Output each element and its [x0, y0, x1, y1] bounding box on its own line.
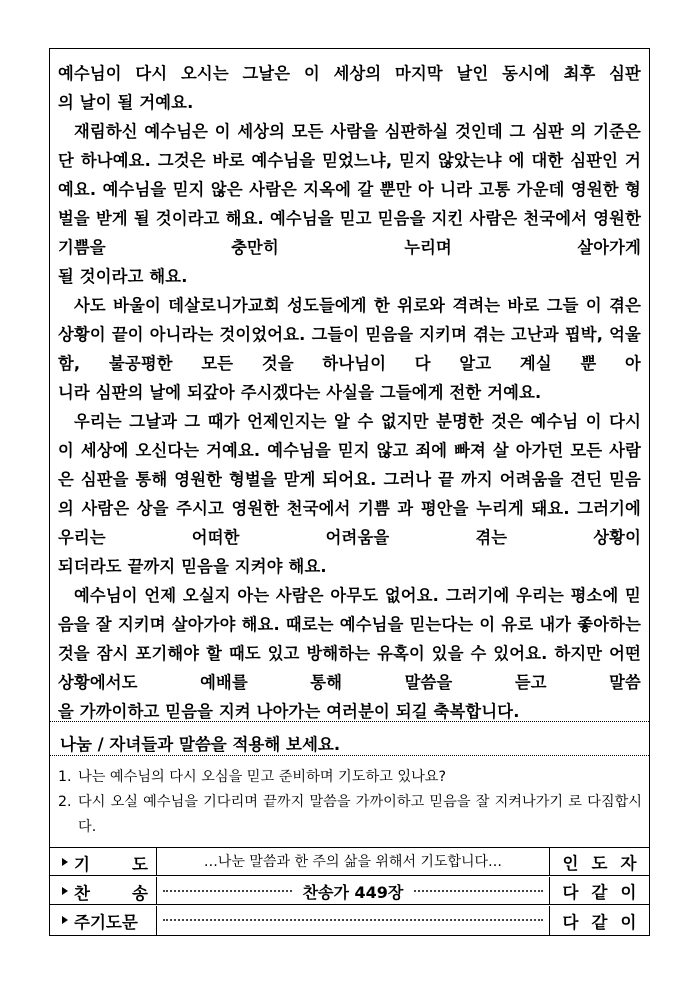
label-char: 도 — [132, 855, 148, 874]
leader-char: 도 — [591, 853, 608, 873]
paragraph-2 — [58, 117, 641, 291]
paragraph-line: 아가던 모든 사람은 심판을 통해 영원한 형벌을 맏게 되어요. 그러나 끝 — [58, 441, 642, 489]
order-content: 찬송가 449장 — [293, 883, 414, 902]
order-content: …나눈 말씀과 한 주의 삶을 위해서 기도합니다… — [200, 854, 506, 870]
paragraph-1 — [58, 59, 641, 117]
order-content-cell — [157, 877, 550, 904]
paragraph-line: 있을 수 있어요. 하지만 어떤 상황에서도 예배를 통해 말씀을 듣고 말씀 — [58, 644, 641, 692]
paragraph-line: 재림하신 예수님은 이 세상의 모든 사람을 심판하실 것인데 그 심판 — [74, 122, 564, 141]
paragraph-line: 사도 바울이 데살로니가교회 성도들에게 한 위로와 격려는 바로 그들 — [74, 296, 579, 315]
paragraph-line: 평소에 믿음을 잘 지키며 살아가야 해요. 때로는 예수님을 믿는다는 이 — [58, 586, 641, 634]
question-list — [50, 756, 649, 848]
order-leader-cell — [550, 848, 649, 875]
paragraph-line: 될 것이라고 해요. — [58, 267, 188, 286]
paragraph-line: 이 겪은 상황이 끝이 아니라는 것이었어요. 그들이 믿음을 지키며 겪는 — [58, 296, 641, 344]
question-text: 다시 오실 예수님을 기다리며 끝까지 말씀을 가까이하고 믿음을 잘 지켜나가기 로 다짐합시다. — [78, 794, 642, 835]
order-leader-cell — [550, 877, 649, 904]
leader-char: 다 — [562, 912, 579, 932]
order-label-cell — [50, 877, 157, 904]
label-char: 기 — [74, 855, 90, 874]
paragraph-4 — [58, 407, 641, 581]
paragraph-line: 니라 심판의 날에 되갚아 주시겠다는 사실을 그들에게 전한 거예요. — [58, 383, 542, 402]
paragraph-3 — [58, 291, 641, 407]
document-frame — [49, 48, 650, 936]
question-item — [58, 790, 642, 840]
paragraph-line: 의 날이 될 거예요. — [58, 93, 194, 112]
leader-char: 이 — [620, 912, 637, 932]
paragraph-line: 유로 내가 좋아하는 것을 잠시 포기해야 할 때도 있고 방해하는 유혹이 — [58, 615, 641, 663]
label-text: 주기도문 — [74, 913, 138, 932]
label-char: 찬 — [74, 884, 90, 903]
order-label-cell — [50, 848, 157, 875]
paragraph-line: 까지 어려움을 견딘 믿음의 사람은 상을 주시고 영원한 천국에서 기쁨 — [58, 470, 641, 518]
share-heading: 나눔 / 자녀들과 말씀을 적용해 보세요. — [50, 722, 649, 756]
paragraph-line: 되더라도 끝까지 믿음을 지켜야 해요. — [58, 557, 327, 576]
paragraph-line: 예수님이 다시 오시는 그날은 이 세상의 마지막 날인 동시에 최후 심판 — [58, 64, 641, 83]
leader-char: 자 — [620, 853, 637, 873]
triangle-bullet-icon — [62, 858, 68, 866]
leader-char: 같 — [591, 912, 608, 932]
leader-char: 다 — [562, 882, 579, 902]
order-row-hymn — [50, 877, 649, 905]
order-label — [74, 880, 148, 904]
order-content-cell — [157, 848, 550, 875]
paragraph-line: 고난과 핍박, 억울함, 불공평한 모든 것을 하나님이 다 알고 계실 뿐 아 — [58, 325, 641, 373]
question-number: 2. — [58, 794, 72, 810]
question-item — [58, 765, 642, 790]
triangle-bullet-icon — [62, 887, 68, 895]
leader-char: 이 — [620, 882, 637, 902]
triangle-bullet-icon — [62, 916, 68, 924]
question-number: 1. — [58, 769, 72, 785]
order-label — [74, 851, 148, 875]
order-leader-cell — [550, 906, 649, 935]
question-text: 나는 예수님의 다시 오심을 믿고 준비하며 기도하고 있나요? — [78, 769, 447, 785]
order-row-lords-prayer — [50, 906, 649, 935]
paragraph-line: 이 다시 이 세상에 오신다는 거예요. 예수님을 믿지 않고 죄에 빠져 살 — [58, 412, 642, 460]
paragraph-line: 과 평안을 누리게 돼요. 그러기에 우리는 어떠한 어려움을 겪는 상황이 — [58, 499, 641, 547]
dotted-leader — [163, 919, 543, 921]
paragraph-line: 예수님이 언제 오실지 아는 사람은 아무도 없어요. 그러기에 우리는 — [74, 586, 564, 605]
order-row-prayer — [50, 848, 649, 876]
paragraph-5 — [58, 581, 641, 726]
paragraph-line: 우리는 그날과 그 때가 언제인지는 알 수 없지만 분명한 것은 예수님 — [74, 412, 579, 431]
leader-char: 인 — [562, 853, 579, 873]
paragraph-line: 믿음을 지킨 사람은 천국에서 영원한 기쁨을 충만히 누리며 살아가게 — [58, 209, 641, 257]
order-label-cell — [50, 906, 157, 935]
paragraph-line: 에 대한 심판인 거예요. 예수님을 믿지 않은 사람은 지옥에 갈 뿐만 아 — [58, 151, 641, 199]
paragraph-line: 을 가까이하고 믿음을 지켜 나아가는 여러분이 되길 축복합니다. — [58, 702, 520, 721]
leader-char: 같 — [591, 882, 608, 902]
paragraph-line: 니라 고통 가운데 영원한 형벌을 받게 될 것이라고 해요. 예수님을 믿고 — [58, 180, 641, 228]
order-label — [74, 909, 148, 933]
label-char: 송 — [132, 884, 148, 903]
order-content-cell — [157, 906, 550, 935]
main-text-section — [50, 49, 649, 722]
paragraph-line: 의 기준은 단 하나예요. 그것은 바로 예수님을 믿었느냐, 믿지 않았는냐 — [58, 122, 641, 170]
